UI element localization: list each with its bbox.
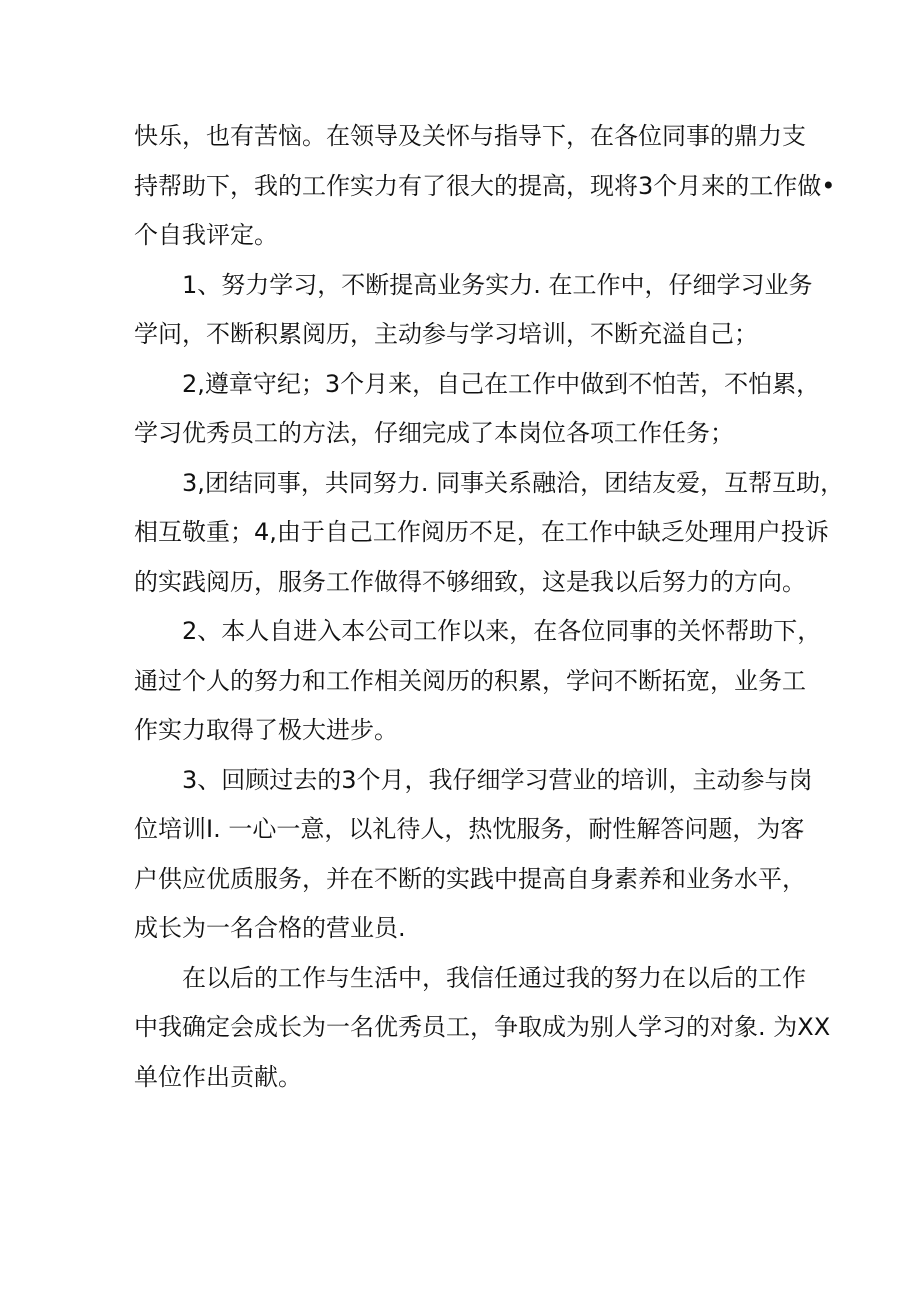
text-line: 学问，不断积累阅历，主动参与学习培训，不断充溢自己； [134, 320, 758, 348]
text-line: 作实力取得了极大进步。 [134, 716, 398, 744]
text-line: 持帮助下，我的工作实力有了很大的提高，现将3个月来的工作做• [134, 171, 836, 200]
text-line: 2、本人自进入本公司工作以来，在各位同事的关怀帮助下， [182, 617, 822, 645]
text-line: 相互敬重；4,由于自己工作阅历不足，在工作中缺乏处理用户投诉 [134, 518, 829, 546]
text-line: 快乐，也有苦恼。在领导及关怀与指导下，在各位同事的鼎力支 [134, 122, 806, 150]
text-line: 位培训I. 一心一意，以礼待人，热忱服务，耐性解答问题，为客 [134, 815, 805, 843]
text-line: 3,团结同事，共同努力. 同事关系融洽，团结友爱，互帮互助， [182, 468, 845, 497]
text-line: 成长为一名合格的营业员. [134, 914, 406, 942]
paragraph [134, 459, 845, 608]
paragraph [134, 954, 831, 1103]
paragraph [134, 261, 813, 360]
text-line: 2,遵章守纪；3个月来，自己在工作中做到不怕苦，不怕累， [182, 369, 821, 398]
text-line: 在以后的工作与生活中，我信任通过我的努力在以后的工作 [182, 963, 806, 992]
paragraph [134, 112, 836, 261]
text-line: 通过个人的努力和工作相关阅历的积累，学问不断拓宽，业务工 [134, 666, 806, 695]
text-line: 单位作出贡献。 [134, 1062, 302, 1091]
text-line: 1、努力学习，不断提高业务实力. 在工作中，仔细学习业务 [182, 270, 813, 299]
text-line: 户供应优质服务，并在不断的实践中提高自身素养和业务水平， [134, 864, 806, 893]
text-line: 个自我评定。 [134, 221, 278, 249]
paragraph [134, 360, 821, 459]
paragraph [134, 607, 822, 756]
text-line: 学习优秀员工的方法，仔细完成了本岗位各项工作任务； [134, 419, 734, 447]
document-body [134, 112, 845, 1102]
text-line: 中我确定会成长为一名优秀员工，争取成为别人学习的对象. 为XX [134, 1013, 831, 1041]
text-line: 3、回顾过去的3个月，我仔细学习营业的培训，主动参与岗 [182, 765, 813, 794]
text-line: 的实践阅历，服务工作做得不够细致，这是我以后努力的方向。 [134, 567, 806, 596]
paragraph [134, 756, 813, 954]
